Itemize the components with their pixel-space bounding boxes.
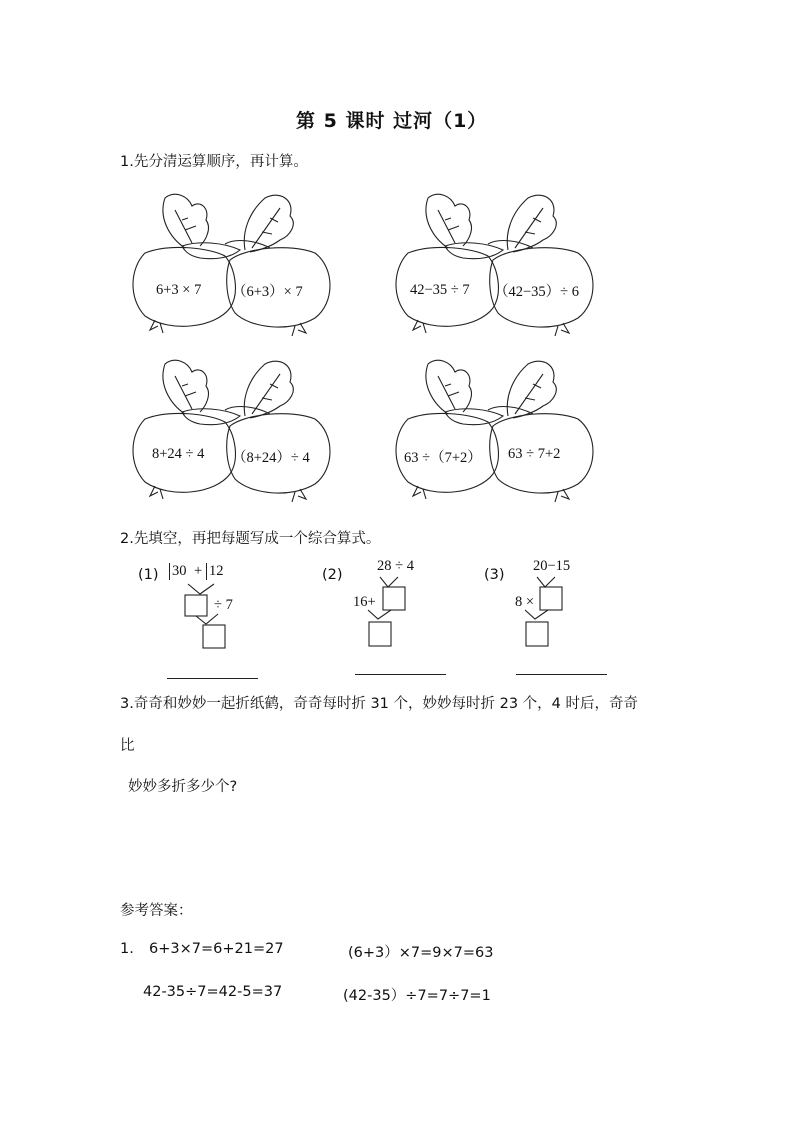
add-sixteen: 16+ [353, 594, 376, 610]
page-title: 第 5 课时 过河（1） [296, 110, 488, 132]
top-expression: 28 ÷ 4 [377, 558, 414, 574]
answer-1: 6+3×7=6+21=27 [149, 941, 284, 957]
item-number: (3) [484, 567, 505, 583]
tree-diagram-3 [523, 577, 583, 649]
radish-pair-4 [393, 354, 603, 504]
item-number: (1) [138, 567, 159, 583]
answers-heading: 参考答案： [120, 903, 193, 919]
addend-b: 12 [206, 563, 224, 580]
addend-a: 30 [169, 563, 187, 580]
item-number: (2) [322, 567, 343, 583]
answer-line-3[interactable] [516, 674, 607, 675]
tree-diagram-1 [178, 584, 238, 654]
answer-number: 1. [120, 941, 134, 957]
answer-line-1[interactable] [167, 678, 258, 679]
question-3-line-3: 妙妙多折多少个? [128, 779, 238, 795]
radish-pair-3 [130, 354, 340, 504]
radish-expression: （8+24）÷ 4 [232, 450, 310, 466]
radish-expression: 6+3 × 7 [156, 282, 202, 298]
top-expression: 20−15 [533, 558, 571, 574]
radish-expression: （42−35）÷ 6 [494, 284, 580, 300]
plus-sign: + [194, 563, 203, 579]
radish-expression: （6+3）× 7 [232, 284, 303, 300]
question-2-label: 2.先填空，再把每题写成一个综合算式。 [120, 531, 381, 547]
answer-line-2[interactable] [355, 674, 446, 675]
answer-2: (6+3）×7=9×7=63 [348, 945, 494, 961]
answer-4: (42-35）÷7=7÷7=1 [343, 988, 491, 1004]
radish-expression: 8+24 ÷ 4 [152, 446, 205, 462]
radish-expression: 63 ÷（7+2） [404, 450, 482, 466]
answer-3: 42-35÷7=42-5=37 [143, 984, 283, 1000]
radish-expression: 63 ÷ 7+2 [508, 446, 561, 462]
radish-expression: 42−35 ÷ 7 [410, 282, 470, 298]
question-3-line-1: 3.奇奇和妙妙一起折纸鹤，奇奇每时折 31 个，妙妙每时折 23 个，4 时后，奇奇 [120, 696, 639, 712]
radish-pair-2 [393, 188, 603, 338]
radish-pair-1 [130, 188, 340, 338]
question-3-line-2: 比 [120, 738, 135, 754]
divide-seven: ÷ 7 [214, 597, 233, 613]
tree-diagram-2 [366, 577, 426, 649]
question-1-label: 1.先分清运算顺序，再计算。 [120, 154, 308, 170]
multiply-eight: 8 × [515, 594, 535, 610]
